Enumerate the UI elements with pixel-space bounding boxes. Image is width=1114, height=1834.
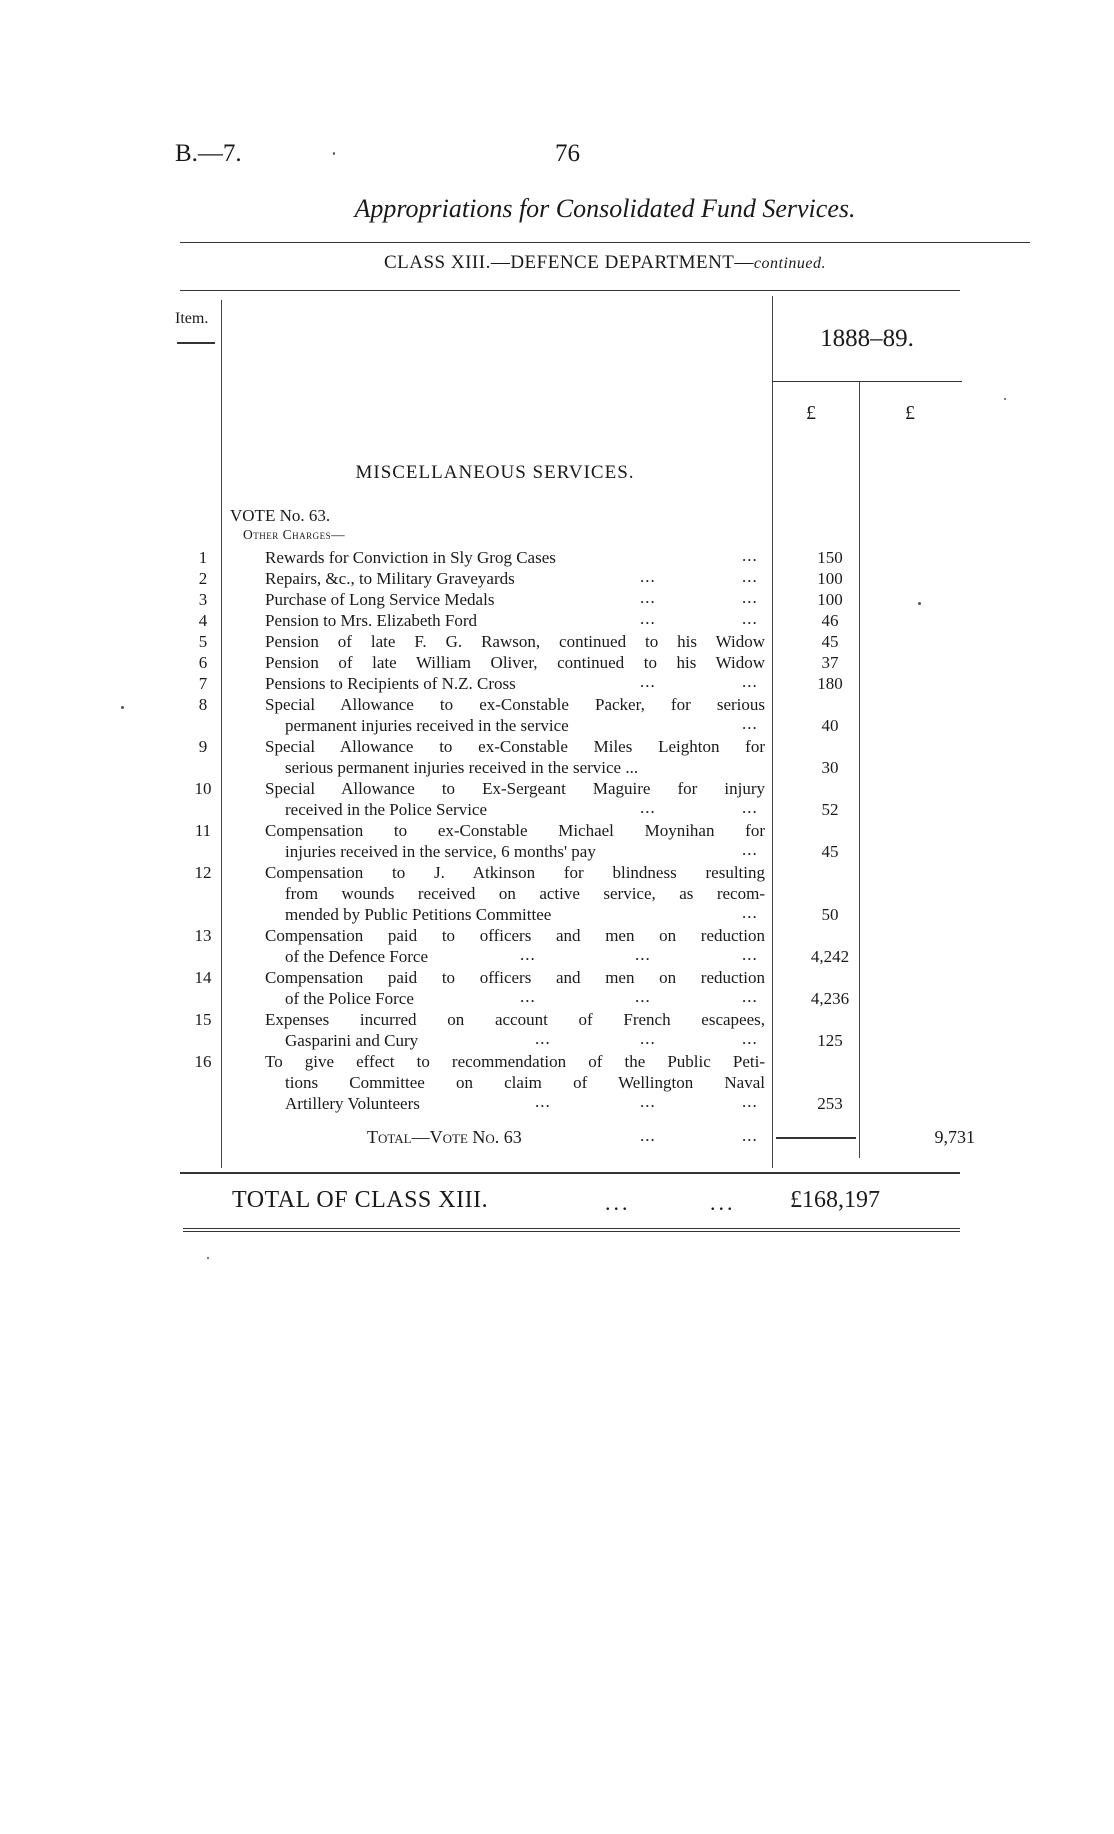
leader-dots: ... xyxy=(742,1126,758,1145)
leader-dots: ... xyxy=(640,1029,656,1048)
item-description: Compensation paid to officers and men on reduction xyxy=(265,926,765,945)
item-amount: 150 xyxy=(817,548,843,567)
section-title: MISCELLANEOUS SERVICES. xyxy=(355,462,635,483)
item-description: Pension to Mrs. Elizabeth Ford xyxy=(265,611,478,630)
item-header-rule xyxy=(177,342,215,344)
item-number: 12 xyxy=(194,863,212,882)
vote-heading: VOTE No. 63. xyxy=(230,506,331,525)
leader-dots: ... xyxy=(742,987,758,1006)
leader-dots: ... xyxy=(640,1126,656,1145)
scan-speck xyxy=(333,152,335,155)
item-amount: 37 xyxy=(821,653,839,672)
item-description-continued: permanent injuries received in the service xyxy=(285,716,569,735)
scan-speck xyxy=(207,1257,209,1259)
item-column-rule xyxy=(221,300,222,1168)
item-description: Rewards for Conviction in Sly Grog Cases xyxy=(265,548,556,567)
item-description: Special Allowance to ex-Constable Packer, for serious xyxy=(265,695,765,714)
scan-speck xyxy=(918,602,921,605)
item-number: 7 xyxy=(198,674,208,693)
fiscal-year-header: 1888–89. xyxy=(820,325,914,352)
subtotal-rule xyxy=(776,1137,856,1139)
item-amount: 45 xyxy=(821,842,839,861)
item-description-continued: mended by Public Petitions Committee xyxy=(285,905,552,924)
leader-dots: ... xyxy=(520,945,536,964)
class-title-suffix: continued. xyxy=(753,255,827,272)
item-description: Compensation to ex-Constable Michael Moynihan for xyxy=(265,821,765,840)
item-number: 15 xyxy=(194,1010,212,1029)
item-number: 6 xyxy=(198,653,208,672)
leader-dots: ... xyxy=(742,1092,758,1111)
pound-symbol-items: £ xyxy=(806,402,816,424)
leader-dots: ... xyxy=(742,672,758,691)
leader-dots: ... xyxy=(640,609,656,628)
class-title-text: CLASS XIII.—DEFENCE DEPARTMENT— xyxy=(383,252,754,273)
item-number: 16 xyxy=(194,1052,212,1071)
item-description-continued: injuries received in the service, 6 months' pay xyxy=(285,842,596,861)
item-description: Expenses incurred on account of French escapees, xyxy=(265,1010,765,1029)
leader-dots: ... xyxy=(742,714,758,733)
pound-symbol-total: £ xyxy=(905,402,915,424)
item-number: 5 xyxy=(198,632,208,651)
title-rule xyxy=(180,242,1030,243)
document-reference: B.—7. xyxy=(175,140,242,167)
grand-total-amount: £168,197 xyxy=(790,1187,880,1213)
item-number: 3 xyxy=(198,590,208,609)
item-amount: 46 xyxy=(821,611,839,630)
item-amount: 4,236 xyxy=(810,989,850,1008)
item-number: 11 xyxy=(194,821,212,840)
item-number: 2 xyxy=(198,569,208,588)
grand-total-top-rule xyxy=(180,1172,960,1174)
item-description: Compensation paid to officers and men on reduction xyxy=(265,968,765,987)
scan-speck xyxy=(121,706,124,709)
class-title xyxy=(180,252,1030,274)
leader-dots: ... xyxy=(640,672,656,691)
page-number: 76 xyxy=(555,140,580,167)
item-amount: 180 xyxy=(817,674,843,693)
item-amount: 100 xyxy=(817,569,843,588)
total-vote-label: Total—Vote No. 63 xyxy=(367,1127,522,1147)
item-description: Purchase of Long Service Medals xyxy=(265,590,495,609)
item-amount: 40 xyxy=(821,716,839,735)
item-column-header: Item. xyxy=(175,310,209,327)
item-description: Pensions to Recipients of N.Z. Cross xyxy=(265,674,516,693)
item-description-continued: serious permanent injuries received in the service ... xyxy=(285,758,639,777)
item-description: Special Allowance to ex-Constable Miles Leighton for xyxy=(265,737,765,756)
item-description-continued: Artillery Volunteers xyxy=(285,1094,420,1113)
amount-column-rule xyxy=(772,296,773,1168)
grand-total-bottom-rule xyxy=(183,1228,960,1229)
table-top-rule xyxy=(180,290,960,291)
item-description-continued: from wounds received on active service, as recom- xyxy=(285,884,765,903)
leader-dots: ... xyxy=(742,903,758,922)
item-description-continued: of the Defence Force xyxy=(285,947,429,966)
leader-dots: ... xyxy=(535,1029,551,1048)
other-charges-heading: Other Charges— xyxy=(243,527,346,542)
item-description: Special Allowance to Ex-Sergeant Maguire for injury xyxy=(265,779,765,798)
item-amount: 52 xyxy=(821,800,839,819)
item-description: Pension of late William Oliver, continued to his Widow xyxy=(265,653,765,672)
item-description: Pension of late F. G. Rawson, continued to his Widow xyxy=(265,632,765,651)
grand-total-bottom-rule-2 xyxy=(183,1231,960,1232)
year-underline xyxy=(772,381,962,382)
item-number: 14 xyxy=(194,968,212,987)
leader-dots: ... xyxy=(640,567,656,586)
item-description: Repairs, &c., to Military Graveyards xyxy=(265,569,515,588)
item-description-continued: of the Police Force xyxy=(285,989,414,1008)
item-amount: 30 xyxy=(821,758,839,777)
leader-dots: ... xyxy=(710,1190,736,1215)
leader-dots: ... xyxy=(535,1092,551,1111)
leader-dots: ... xyxy=(640,798,656,817)
total-vote-amount: 9,731 xyxy=(934,1127,975,1147)
item-amount: 50 xyxy=(821,905,839,924)
item-amount: 125 xyxy=(817,1031,843,1050)
item-amount: 253 xyxy=(817,1094,843,1113)
scan-speck xyxy=(1004,398,1006,400)
leader-dots: ... xyxy=(605,1190,631,1215)
item-description: To give effect to recommendation of the Public Peti- xyxy=(265,1052,765,1071)
leader-dots: ... xyxy=(742,546,758,565)
leader-dots: ... xyxy=(742,945,758,964)
item-description-continued: received in the Police Service xyxy=(285,800,488,819)
leader-dots: ... xyxy=(742,1029,758,1048)
page-title: Appropriations for Consolidated Fund Services. xyxy=(354,194,856,223)
item-amount: 4,242 xyxy=(810,947,850,966)
item-number: 9 xyxy=(198,737,208,756)
item-number: 13 xyxy=(194,926,212,945)
item-description-continued: tions Committee on claim of Wellington Naval xyxy=(285,1073,765,1092)
leader-dots: ... xyxy=(742,588,758,607)
item-number: 8 xyxy=(198,695,208,714)
leader-dots: ... xyxy=(742,567,758,586)
leader-dots: ... xyxy=(742,609,758,628)
item-number: 10 xyxy=(194,779,212,798)
grand-total-label: TOTAL OF CLASS XIII. xyxy=(232,1187,489,1213)
leader-dots: ... xyxy=(635,945,651,964)
leader-dots: ... xyxy=(742,840,758,859)
leader-dots: ... xyxy=(635,987,651,1006)
leader-dots: ... xyxy=(640,1092,656,1111)
item-description-continued: Gasparini and Cury xyxy=(285,1031,419,1050)
item-amount: 45 xyxy=(821,632,839,651)
item-number: 4 xyxy=(198,611,208,630)
leader-dots: ... xyxy=(640,588,656,607)
item-amount: 100 xyxy=(817,590,843,609)
item-description: Compensation to J. Atkinson for blindness resulting xyxy=(265,863,765,882)
item-number: 1 xyxy=(198,548,208,567)
leader-dots: ... xyxy=(742,798,758,817)
leader-dots: ... xyxy=(520,987,536,1006)
